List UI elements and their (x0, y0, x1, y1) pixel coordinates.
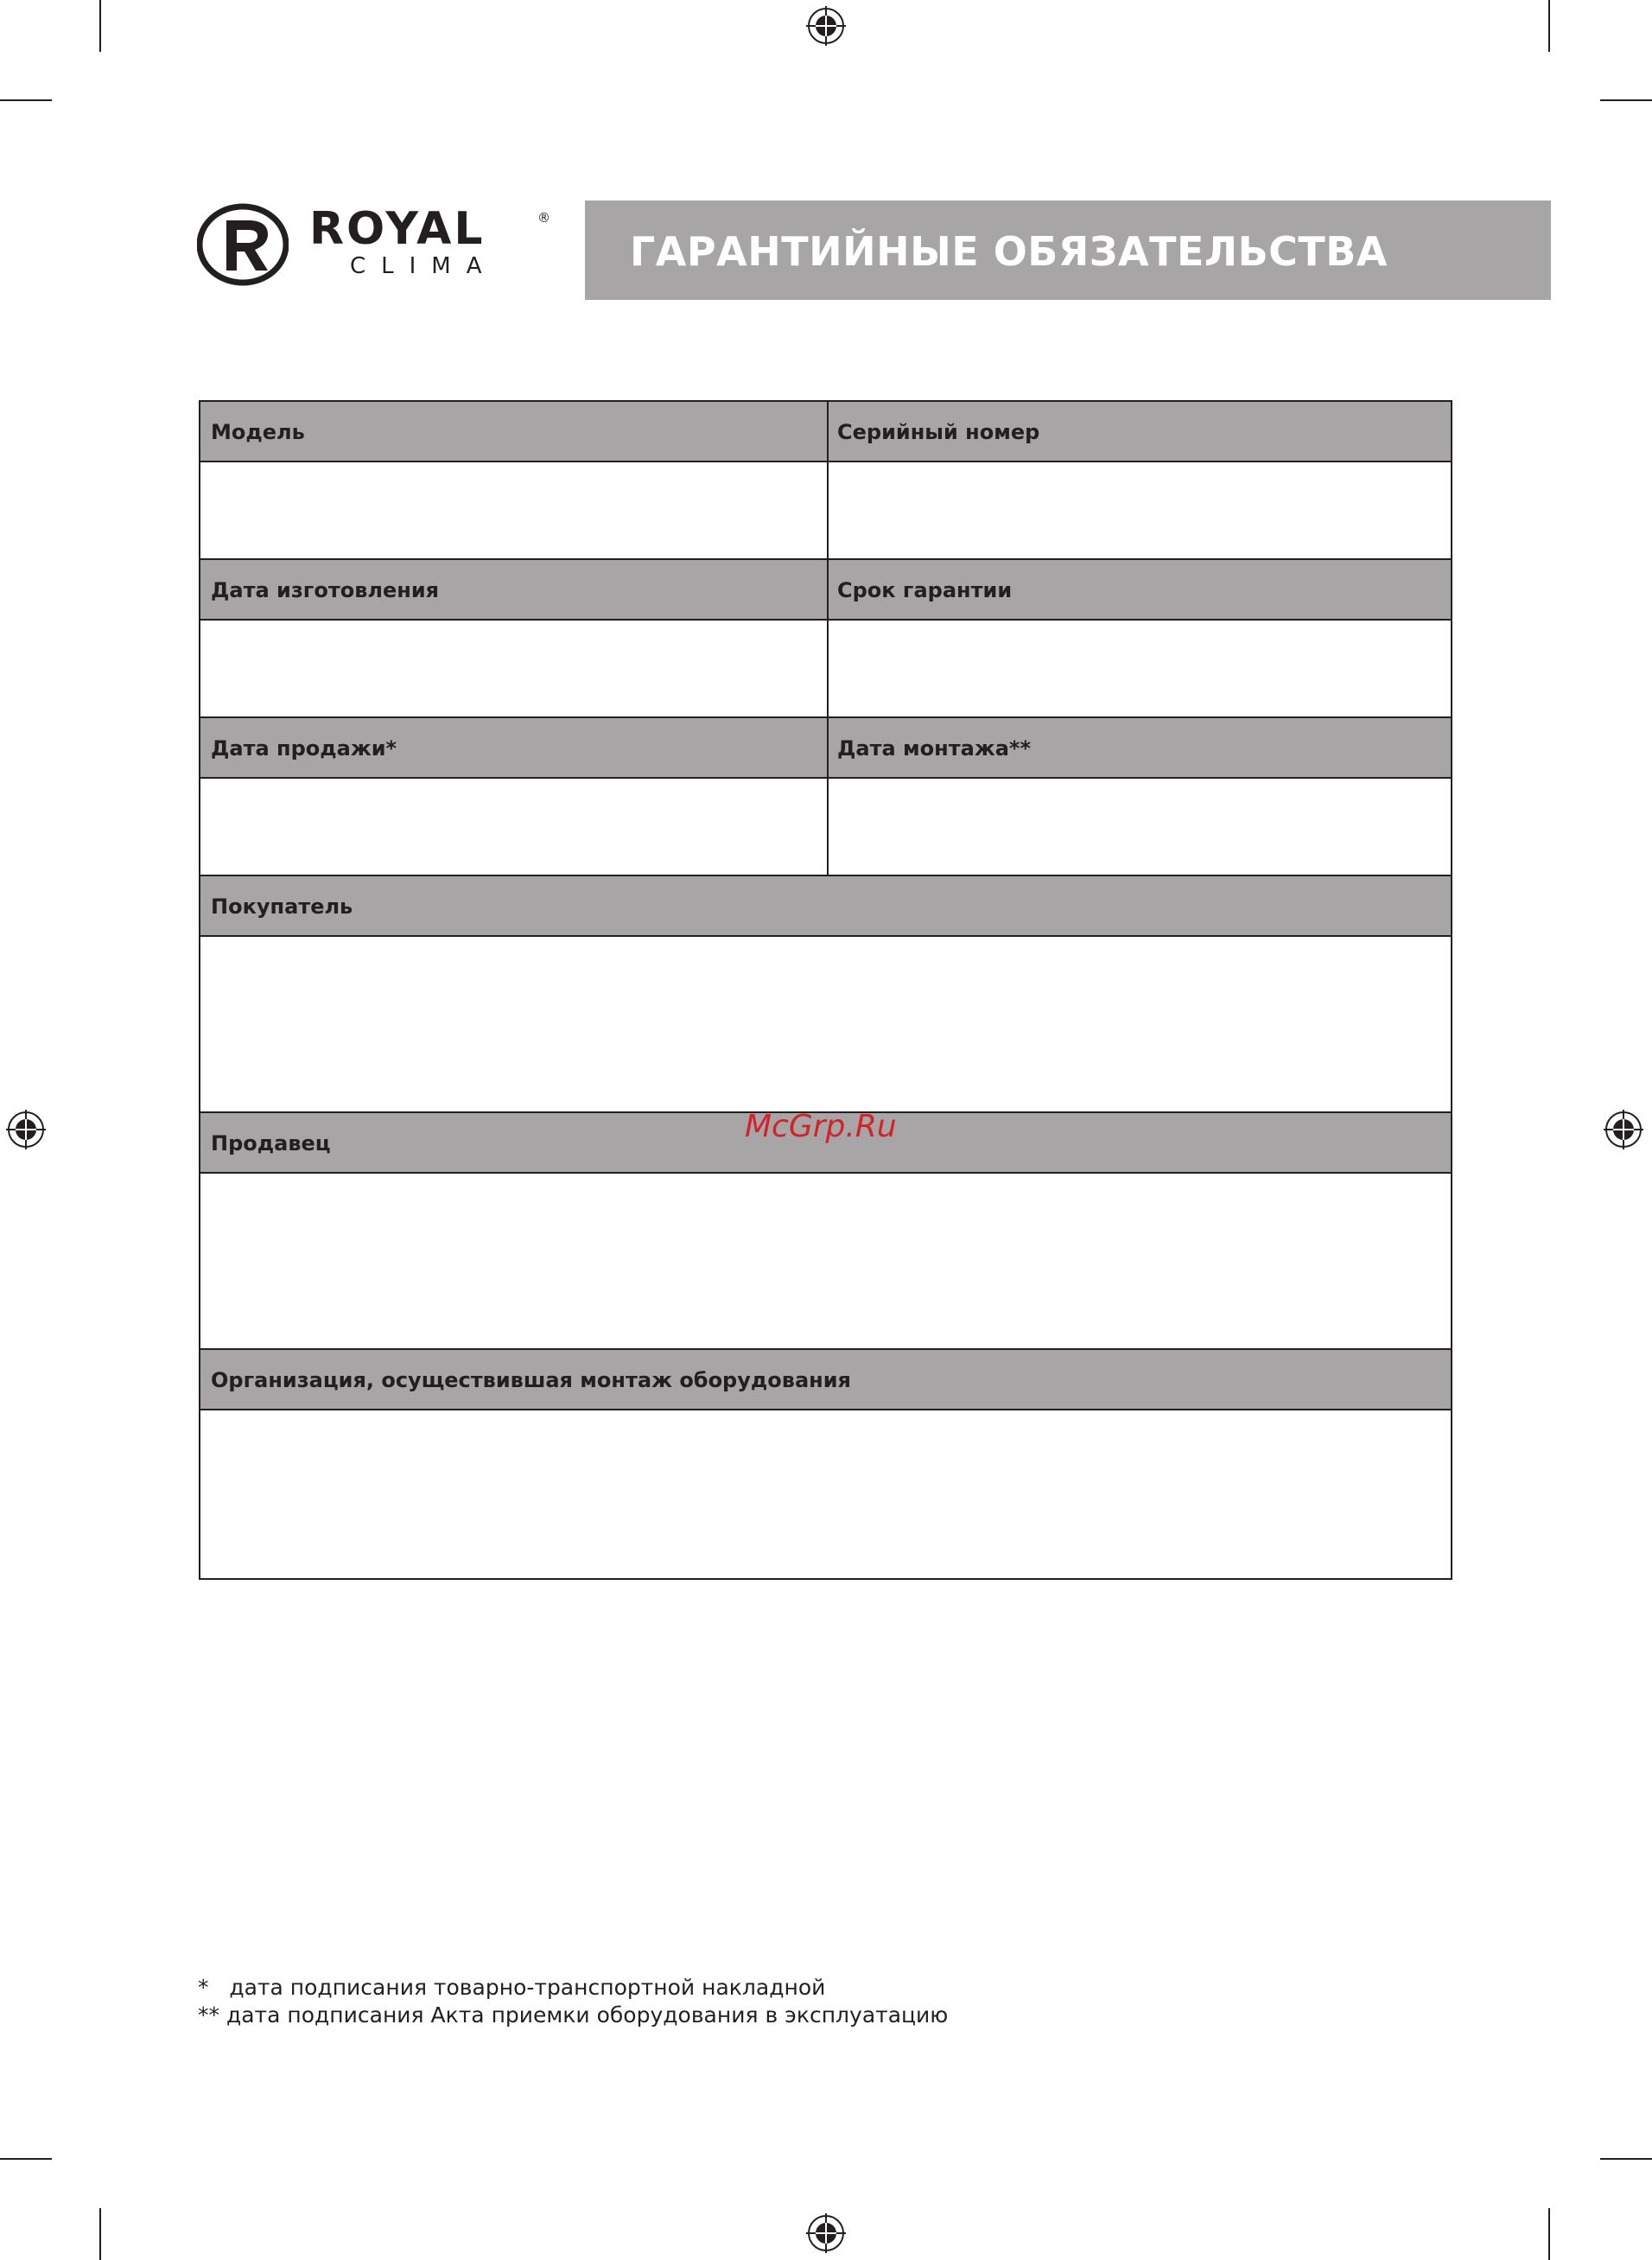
royal-clima-logo (197, 203, 551, 286)
logo-brand-bottom: CLIMA (350, 253, 498, 279)
crop-mark-bottom-left-h (0, 2158, 52, 2160)
manufacture-date-label: Дата изготовления (211, 578, 440, 602)
manufacture-date-field[interactable] (200, 621, 827, 716)
crop-mark-top-left-h (0, 99, 52, 101)
manufacture-date-header (200, 560, 827, 621)
registration-mark-bottom-icon (806, 2213, 846, 2253)
warranty-period-label: Срок гарантии (837, 578, 1013, 602)
footnotes (198, 1974, 948, 2029)
registration-mark-left-icon (6, 1110, 46, 1149)
column-divider (827, 402, 829, 876)
buyer-field[interactable] (200, 937, 1451, 1111)
warranty-period-field[interactable] (829, 621, 1451, 716)
seller-field[interactable] (200, 1174, 1451, 1348)
crop-mark-top-left-v (99, 0, 101, 52)
page-title: ГАРАНТИЙНЫЕ ОБЯЗАТЕЛЬСТВА (630, 228, 1388, 275)
model-label: Модель (211, 420, 305, 444)
model-field[interactable] (200, 462, 827, 558)
installer-header (200, 1350, 1451, 1410)
footnote-install-date: ** дата подписания Акта приемки оборудования в эксплуатацию (198, 2002, 949, 2028)
crop-mark-top-right-h (1600, 99, 1652, 101)
crop-mark-bottom-right-h (1600, 2158, 1652, 2160)
serial-label: Серийный номер (837, 420, 1040, 444)
logo-registered-mark: ® (537, 210, 550, 226)
installer-field[interactable] (200, 1410, 1451, 1578)
crop-mark-bottom-left-v (99, 2208, 101, 2260)
royal-clima-emblem-icon (197, 203, 289, 286)
footnote-sale-date: * дата подписания товарно-транспортной накладной (198, 1975, 826, 2000)
model-header (200, 402, 827, 462)
install-date-field[interactable] (829, 779, 1451, 875)
serial-field[interactable] (829, 462, 1451, 558)
crop-mark-top-right-v (1548, 0, 1550, 52)
logo-brand-top: ROYAL (309, 203, 486, 255)
sale-date-label: Дата продажи* (211, 736, 397, 761)
warranty-form (199, 400, 1452, 1580)
watermark: McGrp.Ru (745, 1109, 897, 1144)
seller-label: Продавец (211, 1131, 331, 1155)
sale-date-field[interactable] (200, 779, 827, 875)
serial-header (827, 402, 1451, 462)
install-date-header (827, 718, 1451, 779)
installer-label: Организация, осуществившая монтаж оборудования (211, 1368, 851, 1392)
buyer-header (200, 876, 1451, 937)
crop-mark-bottom-right-v (1548, 2208, 1550, 2260)
install-date-label: Дата монтажа** (837, 736, 1032, 761)
sale-date-header (200, 718, 827, 779)
warranty-period-header (827, 560, 1451, 621)
page-title-bar (585, 201, 1551, 300)
buyer-label: Покупатель (211, 894, 353, 919)
registration-mark-top-icon (806, 6, 846, 46)
registration-mark-right-icon (1604, 1110, 1643, 1149)
